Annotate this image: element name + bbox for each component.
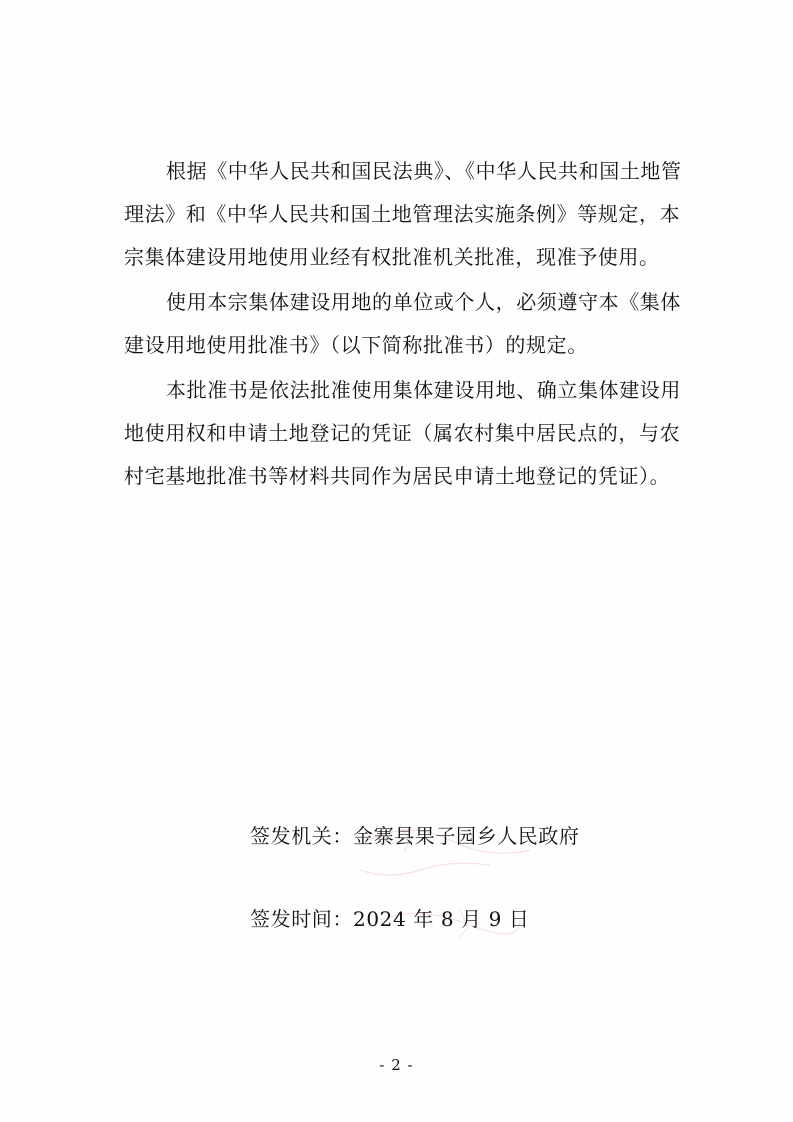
paragraph-compliance: 使用本宗集体建设用地的单位或个人，必须遵守本《集体建设用地使用批准书》（以下简称批准书）的规定。: [124, 290, 681, 357]
issue-date-label: 签发时间：: [250, 907, 353, 931]
issuing-authority-line: [250, 820, 580, 849]
issuing-authority-value: 金寨县果子园乡人民政府: [353, 824, 580, 848]
issue-date-line: [250, 903, 530, 932]
body-text: [124, 150, 684, 500]
issue-date-value: 2024 年 8 月 9 日: [353, 907, 530, 931]
page-number: - 2 -: [379, 1056, 414, 1074]
paragraph-legal-basis: 根据《中华人民共和国民法典》、《中华人民共和国土地管理法》和《中华人民共和国土地管理法实施条例》等规定，本宗集体建设用地使用业经有权批准机关批准，现准予使用。: [124, 159, 682, 269]
paragraph-certificate-purpose: 本批准书是依法批准使用集体建设用地、确立集体建设用地使用权和申请土地登记的凭证（属农村集中居民点的，与农村宅基地批准书等材料共同作为居民申请土地登记的凭证）。: [124, 378, 681, 488]
issuing-authority-label: 签发机关：: [250, 824, 353, 848]
